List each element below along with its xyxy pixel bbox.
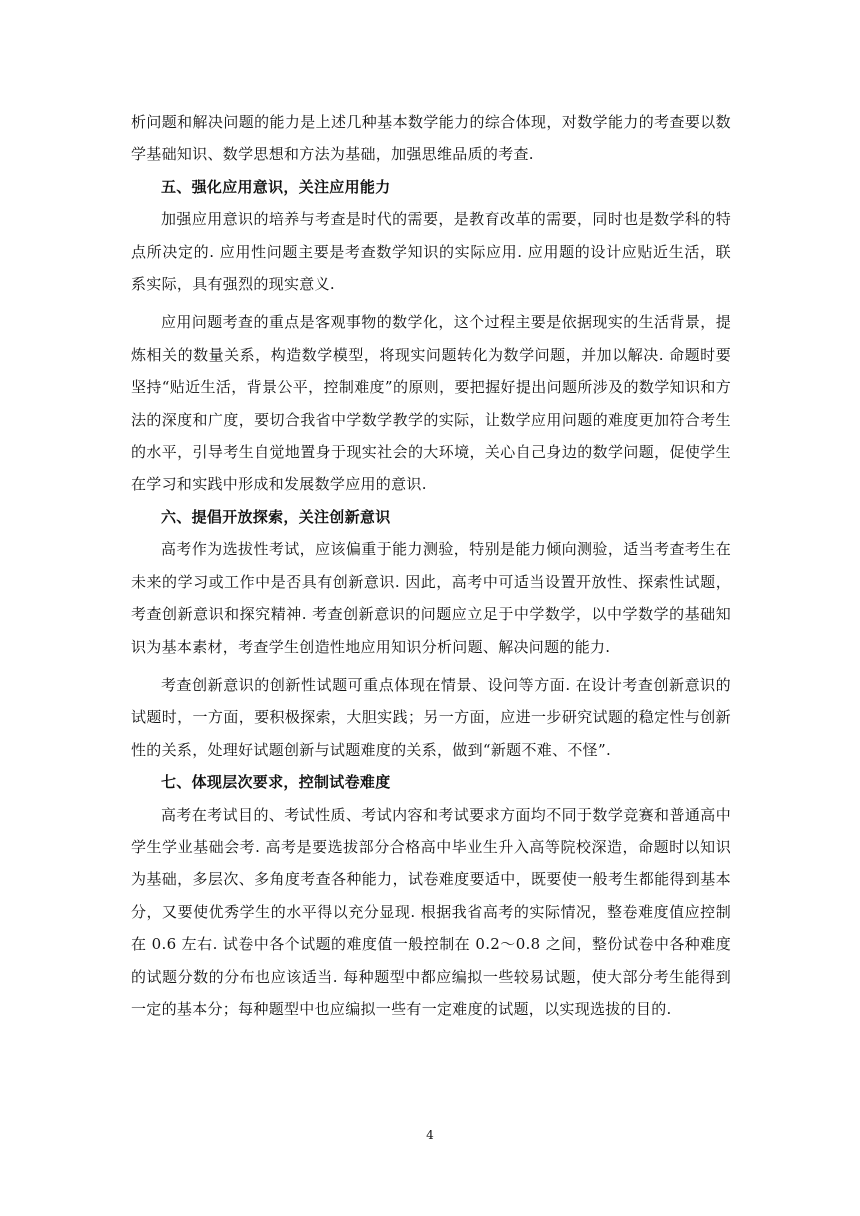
section-heading-7: 七、体现层次要求，控制试卷难度 [161,773,391,792]
paragraph-continuation: 析问题和解决问题的能力是上述几种基本数学能力的综合体现，对数学能力的考查要以数学基础知识、数学思想和方法为基础，加强思维品质的考查. [131,113,731,164]
document-body [131,106,731,1025]
paragraph-6b: 考查创新意识的创新性试题可重点体现在情景、设问等方面. 在设计考查创新意识的试题时，一方面，要积极探索，大胆实践；另一方面，应进一步研究试题的稳定性与创新性的关系，处理好试题创新与试题难度的关系，做到“新题不难、不怪”. [131,675,731,759]
paragraph-5a: 加强应用意识的培养与考查是时代的需要，是教育改革的需要，同时也是数学科的特点所决定的. 应用性问题主要是考查数学知识的实际应用. 应用题的设计应贴近生活，联系实际，具有强烈的现实意义. [131,210,731,294]
paragraph-6a: 高考作为选拔性考试，应该偏重于能力测验，特别是能力倾向测验，适当考查考生在未来的学习或工作中是否具有创新意识. 因此，高考中可适当设置开放性、探索性试题，考查创新意识和探究精神. 考查创新意识的问题应立足于中学数学，以中学数学的基础知识为基本素材，考查学生创造性地应用知识分析问题、解决问题的能力. [131,540,731,656]
paragraph-5b: 应用问题考查的重点是客观事物的数学化，这个过程主要是依据现实的生活背景，提炼相关的数量关系，构造数学模型，将现实问题转化为数学问题，并加以解决. 命题时要坚持“贴近生活，背景公平，控制难度”的原则，要把握好提出问题所涉及的数学知识和方法的深度和广度，要切合我省中学数学教学的实际，让数学应用问题的难度更加符合考生的水平，引导考生自觉地置身于现实社会的大环境，关心自己身边的数学问题，促使学生在学习和实践中形成和发展数学应用的意识. [131,313,731,494]
section-heading-5: 五、强化应用意识，关注应用能力 [161,177,391,196]
section-heading-6: 六、提倡开放探索，关注创新意识 [161,507,391,526]
page-number: 4 [426,1128,434,1142]
paragraph-7a: 高考在考试目的、考试性质、考试内容和考试要求方面均不同于数学竞赛和普通高中学生学业基础会考. 高考是要选拔部分合格高中毕业生升入高等院校深造，命题时以知识为基础，多层次、多角度考查各种能力，试卷难度要适中，既要使一般考生都能得到基本分，又要使优秀学生的水平得以充分显现. 根据我省高考的实际情况，整卷难度值应控制在 0.6 左右. 试卷中各个试题的难度值一般控制在 0.2～0.8 之间，整份试卷中各种难度的试题分数的分布也应该适当. 每种题型中都应编拟一些较易试题，使大部分考生能得到一定的基本分；每种题型中也应编拟一些有一定难度的试题，以实现选拔的目的. [131,805,731,1018]
